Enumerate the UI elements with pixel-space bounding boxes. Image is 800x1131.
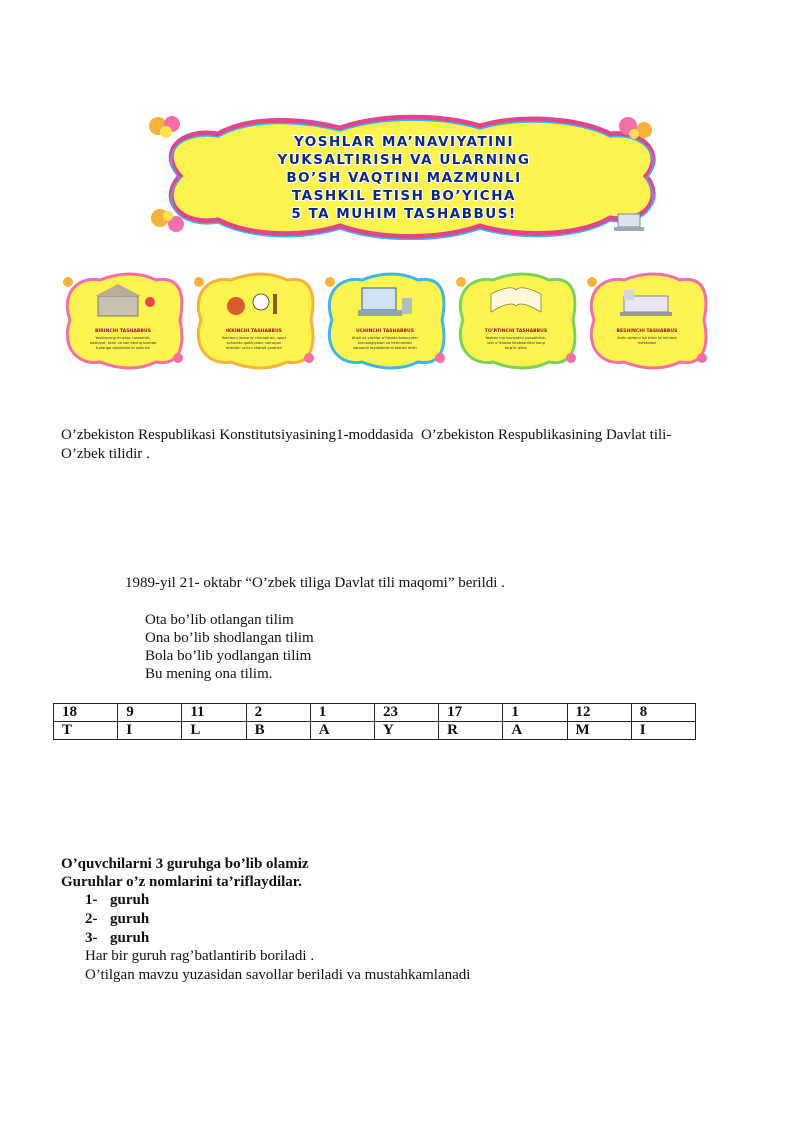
poem-line: Bu mening ona tilim. [145,666,273,682]
initiative-subtitle: targ’ib qilish [504,346,528,350]
initiative-title: IKKINCHI TASHABBUS [226,329,282,334]
number-cell: 17 [439,704,503,722]
initiative-subtitle: Yoshlarning musiqa, rassomlik, [95,336,151,340]
groups-section [61,855,309,892]
initiative-subtitle: Yoshlar ma’naviyatini yuksaltirish, [485,336,547,340]
banner-line: 5 TA MUHIM TASHABBUS! [291,206,517,222]
initiative-subtitle: etishlari uchun sharoit yaratish [226,346,282,350]
number-cell: 12 [567,704,631,722]
list-label: guruh [110,911,150,927]
initiative-subtitle: turlariga qiziqishlarini oshirish [95,346,151,350]
groups-intro: O’quvchilarni 3 guruhga bo’lib olamiz [61,856,309,872]
initiative-panel [456,274,576,368]
letter-cell: Y [374,722,438,740]
poem-line: Bola bo’lib yodlangan tilim [145,648,312,664]
poem-line: Ona bo’lib shodlangan tilim [145,630,314,646]
initiatives-strip [60,272,715,372]
list-number: 1- [85,892,98,908]
groups-list [85,891,149,948]
initiative-subtitle: adabiyot, teatr va san’atning boshqa [89,341,157,345]
initiative-panel [587,274,707,368]
letters-row [54,722,696,740]
list-number: 2- [85,911,98,927]
banner-line: BO’SH VAQTINI MAZMUNLI [286,170,522,186]
letter-cell: I [118,722,182,740]
initiative-title: TO’RTINCHI TASHABBUS [484,329,548,334]
number-cell: 8 [631,704,695,722]
initiative-subtitle: texnologiyalari va Internetdan [357,341,413,345]
banner-line: YUKSALTIRISH VA ULARNING [277,152,531,168]
intro-line-2: O’zbek tilidir . [61,446,150,462]
initiative-subtitle: Aholi va yoshlar o’rtasida kompyuter [351,336,419,340]
banner-line: TASHKIL ETISH BO’YICHA [292,188,516,204]
letter-cell: R [439,722,503,740]
initiative-subtitle: sohasida qobiliyatini namoyon [226,341,282,345]
list-label: guruh [110,892,150,908]
letter-cell: I [631,722,695,740]
number-cell: 11 [182,704,246,722]
letter-cell: L [182,722,246,740]
note-line-2: O’tilgan mavzu yuzasidan savollar beriladi va mustahkamlanadi [85,967,471,983]
initiative-subtitle: Yoshlarni jismoniy chiniqtirish, sport [221,336,287,340]
groups-description: Guruhlar o’z nomlarini ta’riflaydilar. [61,874,302,890]
initiative-title: BIRINCHI TASHABBUS [95,329,151,334]
intro-line-1: O’zbekiston Respublikasi Konstitutsiyasining1-moddasida O’zbekiston Respublikasining Davlat tili- [61,427,672,443]
puzzle-table [53,703,696,740]
number-cell: 23 [374,704,438,722]
initiative-panel [194,274,314,368]
letter-cell: A [503,722,567,740]
letter-cell: A [310,722,374,740]
list-label: guruh [110,930,150,946]
letter-cell: T [54,722,118,740]
number-cell: 9 [118,704,182,722]
initiative-subtitle: Xotin-qizlarni ish bilan ta’minlash [617,336,677,340]
numbers-row [54,704,696,722]
initiative-panel [63,274,183,368]
initiative-panel [325,274,445,368]
banner-line: YOSHLAR MA’NAVIYATINI [294,134,514,150]
computer-icon [614,214,644,231]
list-item [85,891,149,910]
initiative-subtitle: ular o’rtasida kitobxonlikni keng [487,341,545,345]
number-cell: 1 [310,704,374,722]
initiative-subtitle: samarali foydalanishni tashkil etish [353,346,417,350]
list-item [85,910,149,929]
list-number: 3- [85,930,98,946]
letter-cell: M [567,722,631,740]
number-cell: 2 [246,704,310,722]
letter-cell: B [246,722,310,740]
poem [145,611,314,683]
title-banner [140,112,668,240]
number-cell: 18 [54,704,118,722]
initiative-subtitle: masalalari [637,341,657,345]
number-cell: 1 [503,704,567,722]
initiative-title: BESHINCHI TASHABBUS [616,329,678,334]
list-item [85,929,149,948]
initiative-title: UCHINCHI TASHABBUS [355,329,415,334]
note-line-1: Har bir guruh rag’batlantirib boriladi . [85,948,315,964]
date-line: 1989-yil 21- oktabr “O’zbek tiliga Davlat tili maqomi” berildi . [125,575,505,591]
poem-line: Ota bo’lib otlangan tilim [145,612,294,628]
